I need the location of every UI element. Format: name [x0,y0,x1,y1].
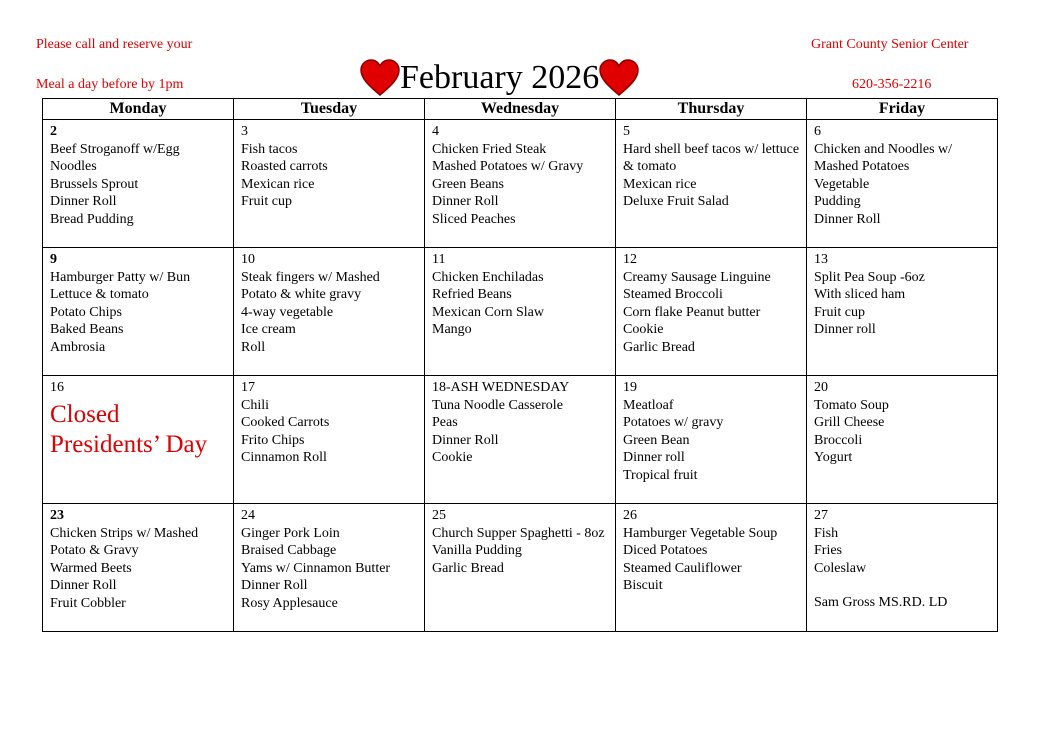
day-number: 13 [814,252,828,267]
menu-item: Dinner Roll [50,194,117,210]
day-number: 25 [432,508,446,523]
menu-item: Refried Beans [432,287,512,303]
menu-item: Broccoli [814,432,863,448]
week-row [43,376,998,504]
menu-item: Warmed Beets [50,560,132,576]
menu-item: Pudding [814,194,861,210]
day-cell [234,376,425,504]
menu-item: Beef Stroganoff w/Egg Noodles [50,141,180,175]
day-cell [425,376,616,504]
day-number: 9 [50,252,57,267]
menu-item: Rosy Applesauce [241,595,338,611]
menu-item: Ginger Pork Loin [241,525,340,541]
day-cell [425,120,616,248]
day-cell [234,248,425,376]
menu-item: Biscuit [623,578,663,594]
menu-item: Tuna Noodle Casserole [432,397,563,413]
dietitian-signature: Sam Gross MS.RD. LD [814,595,948,611]
day-cell [616,376,807,504]
menu-item: Hard shell beef tacos w/ lettuce & tomato [623,141,800,175]
menu-calendar [42,98,998,632]
menu-item: Mango [432,322,472,338]
day-cell [425,248,616,376]
day-number: 4 [432,124,439,139]
menu-item: Green Bean [623,432,690,448]
menu-item: Fries [814,543,842,559]
menu-item: Mexican rice [241,176,315,192]
menu-item: Fruit Cobbler [50,595,126,611]
day-cell [807,120,998,248]
menu-item: Lettuce & tomato [50,287,149,303]
menu-item: Garlic Bread [432,560,504,576]
day-cell [43,248,234,376]
menu-item: Hamburger Vegetable Soup [623,525,778,541]
menu-item: Mexican Corn Slaw [432,304,544,320]
menu-item: Chicken Fried Steak [432,141,547,157]
weekday-header-monday: Monday [43,99,234,120]
day-number: 26 [623,508,637,523]
menu-item: Fish tacos [241,141,298,157]
menu-item: Fruit cup [241,194,292,210]
heart-left-icon [360,59,400,97]
menu-item: Ambrosia [50,339,106,355]
menu-item: Steamed Cauliflower [623,560,742,576]
menu-item: Vanilla Pudding [432,543,522,559]
weekday-header-row [43,99,998,120]
organization-name: Grant County Senior Center [811,37,969,52]
menu-item: Sliced Peaches [432,211,516,227]
menu-item: Chicken Enchiladas [432,269,544,285]
day-cell [616,248,807,376]
menu-item: Tropical fruit [623,467,698,483]
menu-item: Ice cream [241,322,296,338]
menu-item: Dinner roll [623,450,685,466]
day-number: 23 [50,508,64,523]
menu-item: Hamburger Patty w/ Bun [50,269,191,285]
menu-item: Corn flake Peanut butter Cookie [623,304,761,338]
menu-item: Roasted carrots [241,159,328,175]
day-cell [616,504,807,632]
menu-item: Dinner Roll [432,194,499,210]
weekday-header-friday: Friday [807,99,998,120]
menu-item: Mexican rice [623,176,697,192]
menu-item: With sliced ham [814,287,906,303]
day-number: 12 [623,252,637,267]
menu-item: Fruit cup [814,304,865,320]
menu-item: Yams w/ Cinnamon Butter [241,560,391,576]
menu-item: Dinner Roll [50,578,117,594]
menu-item: Roll [241,339,266,355]
menu-item: Split Pea Soup -6oz [814,269,925,285]
menu-item: Dinner roll [814,322,876,338]
week-row [43,120,998,248]
page-title: February 2026 [400,59,600,96]
day-number: 10 [241,252,255,267]
day-cell [234,504,425,632]
reservation-note-line1: Please call and reserve your [36,37,193,52]
day-cell [807,376,998,504]
menu-item: Fish [814,525,839,541]
menu-item: Chili [241,397,270,413]
menu-item: Dinner Roll [241,578,308,594]
day-cell [43,504,234,632]
menu-item: Potatoes w/ gravy [623,415,724,431]
day-number: 2 [50,124,57,139]
week-row [43,248,998,376]
menu-item: 4-way vegetable [241,304,334,320]
week-row [43,504,998,632]
day-number: 18-ASH WEDNESDAY [432,380,570,395]
day-number: 6 [814,124,821,139]
menu-item: Brussels Sprout [50,176,139,192]
day-cell [234,120,425,248]
menu-item: Vegetable [814,176,870,192]
weekday-header-thursday: Thursday [616,99,807,120]
menu-item: Cinnamon Roll [241,450,327,466]
day-number: 24 [241,508,255,523]
heart-right-icon [599,59,639,97]
day-cell [807,248,998,376]
day-number: 11 [432,252,446,267]
reservation-note-line2: Meal a day before by 1pm [36,77,184,92]
menu-item: Church Supper Spaghetti - 8oz [432,525,605,541]
menu-item: Green Beans [432,176,504,192]
menu-item: Braised Cabbage [241,543,337,559]
menu-item: Dinner Roll [814,211,881,227]
menu-item: Frito Chips [241,432,305,448]
menu-item: Chicken Strips w/ Mashed Potato & Gravy [50,525,199,559]
title-block [360,58,639,98]
menu-item: Cooked Carrots [241,415,330,431]
menu-item: Tomato Soup [814,397,889,413]
menu-item: Cookie [432,450,473,466]
weekday-header-tuesday: Tuesday [234,99,425,120]
menu-item: Peas [432,415,458,431]
menu-item: Steamed Broccoli [623,287,723,303]
menu-item: Coleslaw [814,560,867,576]
day-cell [807,504,998,632]
day-number: 16 [50,380,64,395]
menu-item: Steak fingers w/ Mashed Potato & white gravy [241,269,380,303]
menu-item: Grill Cheese [814,415,885,431]
menu-item: Diced Potatoes [623,543,708,559]
menu-item: Baked Beans [50,322,124,338]
day-number: 3 [241,124,248,139]
day-cell [616,120,807,248]
menu-item: Bread Pudding [50,211,134,227]
day-number: 17 [241,380,255,395]
day-number: 27 [814,508,828,523]
day-number: 5 [623,124,630,139]
menu-item: Meatloaf [623,397,674,413]
menu-item: Garlic Bread [623,339,695,355]
organization-phone: 620-356-2216 [852,77,932,92]
closed-notice: Closed Presidents’ Day [50,400,208,458]
weekday-header-wednesday: Wednesday [425,99,616,120]
day-number: 19 [623,380,637,395]
menu-item: Dinner Roll [432,432,499,448]
menu-item: Yogurt [814,450,853,466]
menu-item: Chicken and Noodles w/ Mashed Potatoes [814,141,953,175]
menu-item: Potato Chips [50,304,122,320]
day-cell [43,376,234,504]
menu-item: Creamy Sausage Linguine [623,269,771,285]
day-cell [43,120,234,248]
menu-item: Mashed Potatoes w/ Gravy [432,159,584,175]
menu-item: Deluxe Fruit Salad [623,194,729,210]
day-cell [425,504,616,632]
day-number: 20 [814,380,828,395]
